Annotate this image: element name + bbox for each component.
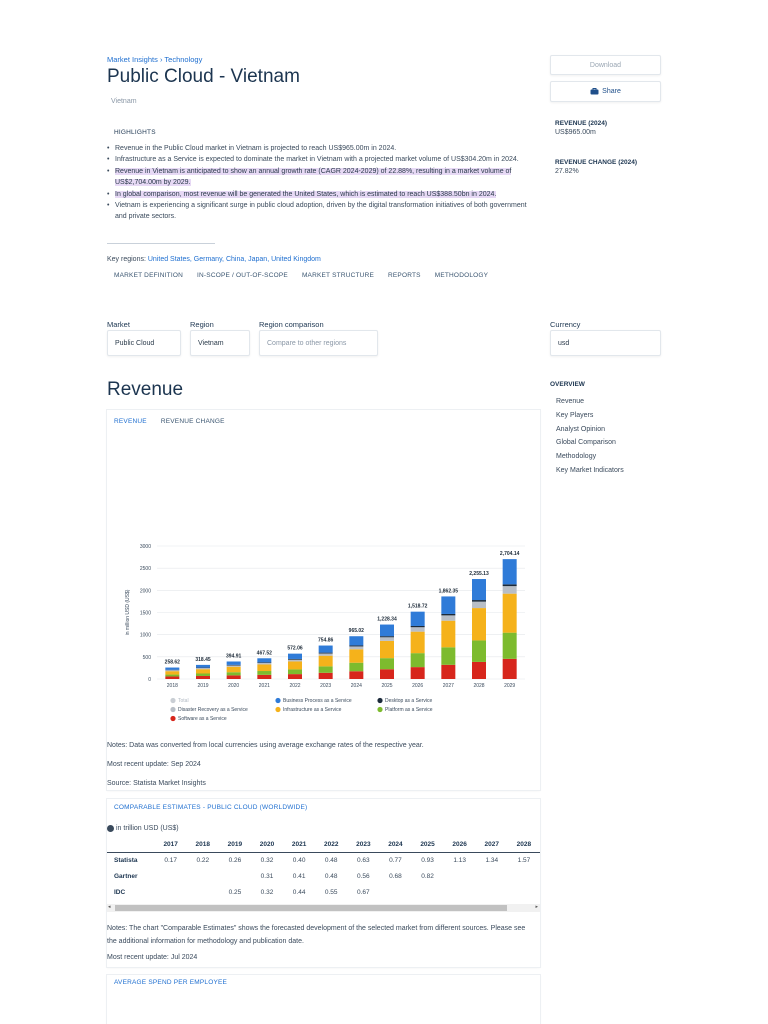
table-header-cell: 2027	[476, 838, 508, 852]
share-icon	[590, 88, 599, 95]
table-cell: 1.13	[453, 856, 466, 864]
download-button[interactable]: Download	[550, 55, 661, 75]
y-tick-label: 500	[142, 654, 151, 661]
legend-label: Total	[178, 698, 189, 704]
region-comparison-input[interactable]: Compare to other regions	[259, 330, 378, 356]
highlight-item: • Revenue in Vietnam is anticipated to show an annual growth rate (CAGR 2024-2029) of 22.88%, resulting in a market volume of US$2,704.00m by 2029.	[107, 166, 537, 189]
bar-segment	[165, 676, 179, 679]
bar-segment	[411, 626, 425, 627]
data-label: 2,255.13	[469, 571, 489, 578]
bar-segment	[257, 662, 271, 663]
table-cell	[508, 884, 540, 900]
bar-segment	[349, 645, 363, 646]
bar-segment	[380, 669, 394, 679]
y-tick-label: 2000	[139, 588, 151, 595]
legend-label: Infrastructure as a Service	[283, 707, 342, 713]
bar-segment	[380, 625, 394, 637]
breadcrumb	[107, 55, 202, 64]
table-cell	[476, 884, 508, 900]
revenue-notes: Notes: Data was converted from local currencies using average exchange rates of the respective year.	[107, 742, 424, 749]
bar-segment	[441, 614, 455, 615]
horizontal-scrollbar[interactable]	[107, 904, 540, 912]
x-tick-label: 2021	[258, 683, 270, 689]
bar-segment	[472, 600, 486, 602]
bar-segment	[411, 612, 425, 626]
x-tick-label: 2020	[228, 683, 240, 689]
kpi-revenue-value: US$965.00m	[555, 129, 596, 136]
bar-segment	[503, 633, 517, 659]
info-icon[interactable]	[107, 825, 114, 832]
legend-label: Software as a Service	[178, 716, 227, 722]
currency-select-label: Currency	[550, 320, 581, 329]
legend-label: Disaster Recovery as a Service	[178, 707, 248, 713]
highlights-list	[107, 143, 537, 223]
legend-marker	[275, 707, 280, 712]
bar-segment	[257, 658, 271, 662]
bar-segment	[288, 661, 302, 669]
y-tick-label: 2500	[139, 566, 151, 573]
bar-segment	[441, 665, 455, 679]
y-axis-label: in million USD (US$)	[125, 589, 131, 636]
table-row	[107, 884, 540, 900]
x-tick-label: 2019	[197, 683, 209, 689]
bar-segment	[165, 675, 179, 677]
bar-segment	[257, 664, 271, 671]
bar-segment	[288, 659, 302, 660]
bar-segment	[319, 673, 333, 679]
x-tick-label: 2028	[473, 683, 485, 689]
key-regions-label: Key regions:	[107, 256, 146, 263]
table-header-cell: 2026	[444, 838, 476, 852]
region-select[interactable]: Vietnam	[190, 330, 250, 356]
share-label: Share	[602, 88, 621, 95]
revenue-tabs	[114, 418, 225, 425]
bar-segment	[227, 672, 241, 675]
bar-segment	[349, 636, 363, 645]
table-cell: 0.32	[260, 888, 274, 896]
table-header-cell	[107, 838, 155, 852]
bar-segment	[411, 653, 425, 667]
bar-segment	[380, 658, 394, 669]
legend-marker	[170, 707, 175, 712]
table-header-cell: 2019	[219, 838, 251, 852]
highlight-item: • In global comparison, most revenue will be generated the United States, which is estimated to reach US$388.50bn in 2024.	[107, 189, 537, 200]
table-cell: 0.63	[357, 856, 370, 864]
bar-segment	[165, 671, 179, 674]
table-row-source: Gartner	[114, 872, 138, 880]
x-tick-label: 2026	[412, 683, 424, 689]
revenue-update: Most recent update: Sep 2024	[107, 761, 201, 768]
kpi-revenue-change-label: REVENUE CHANGE (2024)	[555, 159, 637, 166]
table-cell: 0.40	[292, 856, 306, 864]
bar-segment	[319, 666, 333, 672]
data-label: 965.02	[348, 628, 364, 635]
table-cell: 0.82	[421, 872, 434, 880]
bar-segment	[472, 602, 486, 608]
bar-segment	[196, 669, 210, 673]
key-regions	[107, 256, 321, 263]
bar-segment	[319, 653, 333, 654]
spend-card	[107, 975, 540, 1024]
bar-segment	[441, 621, 455, 648]
table-cell: 0.25	[228, 888, 242, 896]
table-header-row	[107, 838, 540, 852]
bar-segment	[380, 636, 394, 637]
x-tick-label: 2018	[166, 683, 178, 689]
legend-marker	[377, 707, 382, 712]
table-cell: 0.17	[164, 856, 177, 864]
table-cell	[155, 868, 187, 884]
table-cell: 0.32	[260, 856, 274, 864]
table-header-cell: 2024	[379, 838, 411, 852]
table-cell: 0.48	[324, 872, 338, 880]
bar-segment	[380, 641, 394, 658]
data-label: 2,704.14	[499, 551, 520, 558]
bar-segment	[227, 661, 241, 664]
bar-segment	[441, 615, 455, 620]
market-select-label: Market	[107, 320, 130, 329]
bar-segment	[503, 559, 517, 584]
divider	[107, 243, 215, 244]
x-tick-label: 2022	[289, 683, 301, 689]
scrollbar-thumb[interactable]	[115, 905, 507, 911]
legend-marker	[170, 716, 175, 721]
nav-market-definition[interactable]: MARKET DEFINITION	[114, 272, 184, 279]
bar-segment	[349, 663, 363, 672]
data-label: 1,862.35	[438, 588, 459, 595]
table-cell: 0.44	[292, 888, 306, 896]
highlight-item: • Revenue in the Public Cloud market in Vietnam is projected to reach US$965.00m in 2024.	[107, 143, 537, 154]
tab-revenue[interactable]: REVENUE	[114, 418, 147, 425]
table-cell: 1.34	[485, 856, 499, 864]
bar-segment	[503, 659, 517, 679]
overview-link-revenue[interactable]: Revenue	[556, 398, 585, 405]
bar-segment	[227, 665, 241, 666]
table-header-cell: 2017	[155, 838, 187, 852]
table-cell	[412, 884, 444, 900]
table-cell	[476, 868, 508, 884]
page-title: Public Cloud - Vietnam	[107, 66, 300, 87]
bar-segment	[349, 671, 363, 679]
nav-market-structure[interactable]: MARKET STRUCTURE	[301, 272, 374, 279]
table-cell	[508, 868, 540, 884]
legend-label: Business Process as a Service	[283, 698, 352, 704]
bar-segment	[319, 646, 333, 653]
table-header-cell: 2021	[283, 838, 315, 852]
data-label: 572.06	[287, 645, 303, 652]
bar-segment	[257, 671, 271, 675]
bar-segment	[411, 627, 425, 631]
bar-segment	[227, 675, 241, 679]
table-cell: 0.93	[421, 856, 434, 864]
nav-in-scope[interactable]: IN-SCOPE / OUT-OF-SCOPE	[197, 272, 288, 279]
bar-segment	[503, 586, 517, 594]
table-cell: 0.48	[324, 856, 338, 864]
y-tick-label: 1000	[139, 632, 151, 639]
y-tick-label: 0	[148, 677, 151, 683]
data-label: 754.86	[318, 637, 334, 644]
legend-marker	[377, 698, 382, 703]
market-nav	[114, 272, 488, 279]
data-label: 258.62	[164, 659, 180, 666]
table-cell: 0.56	[357, 872, 370, 880]
data-label: 1,228.34	[377, 616, 397, 623]
bar-segment	[503, 594, 517, 633]
kpi-revenue	[555, 120, 607, 136]
overview-link-methodology[interactable]: Methodology	[556, 453, 597, 461]
nav-methodology[interactable]: METHODOLOGY	[434, 272, 489, 279]
table-cell: 0.68	[389, 872, 402, 880]
table-cell	[187, 868, 219, 884]
page-subtitle: Vietnam	[111, 98, 137, 105]
market-select[interactable]: Public Cloud	[107, 330, 181, 356]
estimates-unit: in trillion USD (US$)	[116, 825, 179, 832]
estimates-notes: Notes: The chart "Comparable Estimates" shows the forecasted development of the selected market from different sources. Please see the additional information for methodology and publication date.	[107, 925, 526, 945]
table-cell	[219, 868, 251, 884]
bar-segment	[472, 662, 486, 679]
table-header-cell: 2020	[251, 838, 283, 852]
kpi-revenue-change	[555, 159, 637, 175]
kpi-revenue-label: REVENUE (2024)	[555, 120, 608, 127]
table-cell: 0.41	[292, 872, 306, 880]
revenue-card	[107, 410, 540, 790]
bar-segment	[196, 668, 210, 669]
bar-segment	[349, 646, 363, 649]
table-row	[107, 868, 540, 884]
x-tick-label: 2025	[381, 683, 393, 689]
data-label: 318.45	[195, 656, 211, 663]
overview-link-analyst-opinion[interactable]: Analyst Opinion	[556, 425, 606, 433]
bar-segment	[196, 676, 210, 679]
share-button[interactable]	[550, 81, 661, 102]
x-tick-label: 2023	[320, 683, 332, 689]
table-header-cell: 2018	[187, 838, 219, 852]
tab-revenue-change[interactable]: REVENUE CHANGE	[160, 418, 225, 425]
table-cell: 0.31	[260, 872, 274, 880]
data-label: 394.91	[226, 653, 242, 660]
table-cell: 0.55	[324, 888, 338, 896]
y-tick-label: 3000	[139, 544, 151, 550]
table-cell: 1.57	[517, 856, 531, 864]
data-label: 1,518.72	[407, 603, 428, 610]
x-tick-label: 2027	[442, 683, 454, 689]
highlight-item: • Infrastructure as a Service is expected to dominate the market in Vietnam with a projected market volume of US$304.20m in 2024.	[107, 154, 537, 165]
bar-segment	[441, 647, 455, 665]
table-cell	[155, 884, 187, 900]
scroll-right-icon[interactable]: ▸	[535, 904, 538, 910]
table-cell	[444, 868, 476, 884]
key-regions-links[interactable]: United States, Germany, China, Japan, United Kingdom	[147, 256, 321, 263]
table-row-source: Statista	[114, 856, 138, 864]
table-header-cell: 2028	[508, 838, 540, 852]
spend-card-title: AVERAGE SPEND PER EMPLOYEE	[114, 979, 228, 986]
overview-list	[556, 395, 624, 478]
estimates-title: COMPARABLE ESTIMATES - PUBLIC CLOUD (WORLDWIDE)	[114, 804, 308, 811]
table-cell	[187, 884, 219, 900]
breadcrumb-market-insights[interactable]: Market Insights	[107, 55, 158, 64]
highlights-title: HIGHLIGHTS	[114, 129, 156, 136]
table-cell: 0.22	[196, 856, 210, 864]
table-cell: 0.77	[389, 856, 402, 864]
estimates-update: Most recent update: Jul 2024	[107, 954, 198, 961]
bar-segment	[288, 674, 302, 679]
bar-segment	[257, 675, 271, 679]
table-header-cell: 2023	[347, 838, 379, 852]
x-tick-label: 2029	[504, 683, 516, 689]
table-cell	[379, 884, 411, 900]
legend-label: Platform as a Service	[385, 707, 433, 713]
bar-segment	[411, 667, 425, 679]
scroll-left-icon[interactable]: ◂	[108, 904, 111, 910]
bar-segment	[503, 584, 517, 586]
table-row-source: IDC	[114, 888, 126, 896]
bar-segment	[319, 653, 333, 655]
bar-segment	[472, 579, 486, 600]
highlight-item: • Vietnam is experiencing a significant surge in public cloud adoption, driven by the digital transformation initiatives of both government and private sectors.	[107, 200, 537, 223]
table-cell: 0.67	[357, 888, 370, 896]
bar-segment	[227, 667, 241, 672]
currency-select[interactable]: usd	[550, 330, 661, 356]
bar-segment	[288, 669, 302, 674]
nav-reports[interactable]: REPORTS	[388, 272, 421, 279]
bar-segment	[472, 608, 486, 640]
estimates-table	[107, 838, 540, 900]
kpi-revenue-change-value: 27.82%	[555, 168, 579, 175]
table-header-cell: 2022	[315, 838, 347, 852]
revenue-source: Source: Statista Market Insights	[107, 780, 206, 787]
bar-segment	[196, 674, 210, 676]
bar-segment	[319, 656, 333, 667]
bar-segment	[257, 663, 271, 665]
bar-segment	[441, 596, 455, 614]
overview-link-key-market-indicators[interactable]: Key Market Indicators	[556, 466, 624, 474]
region-comparison-label: Region comparison	[259, 320, 324, 329]
overview-title: OVERVIEW	[550, 381, 585, 388]
bar-segment	[472, 640, 486, 662]
bar-segment	[288, 660, 302, 662]
breadcrumb-technology[interactable]: Technology	[164, 55, 203, 64]
legend-marker	[170, 698, 175, 703]
bar-segment	[349, 649, 363, 662]
x-tick-label: 2024	[350, 683, 362, 689]
bar-segment	[411, 632, 425, 654]
overview-link-global-comparison[interactable]: Global Comparison	[556, 439, 616, 447]
overview-link-key-players[interactable]: Key Players	[556, 411, 594, 419]
bar-segment	[165, 670, 179, 671]
data-label: 467.52	[256, 650, 272, 657]
bar-segment	[196, 665, 210, 668]
bar-segment	[380, 637, 394, 641]
bar-segment	[165, 668, 179, 670]
legend-marker	[275, 698, 280, 703]
bar-segment	[227, 665, 241, 666]
table-row	[107, 852, 540, 868]
y-tick-label: 1500	[139, 610, 151, 617]
table-header-cell: 2025	[412, 838, 444, 852]
bar-segment	[288, 654, 302, 659]
region-select-label: Region	[190, 320, 214, 329]
estimates-unit-row	[107, 825, 179, 832]
table-cell	[444, 884, 476, 900]
revenue-section-title: Revenue	[107, 379, 184, 400]
table-cell: 0.26	[228, 856, 242, 864]
breadcrumb-separator: ›	[159, 55, 163, 64]
legend-label: Desktop as a Service	[385, 698, 433, 704]
